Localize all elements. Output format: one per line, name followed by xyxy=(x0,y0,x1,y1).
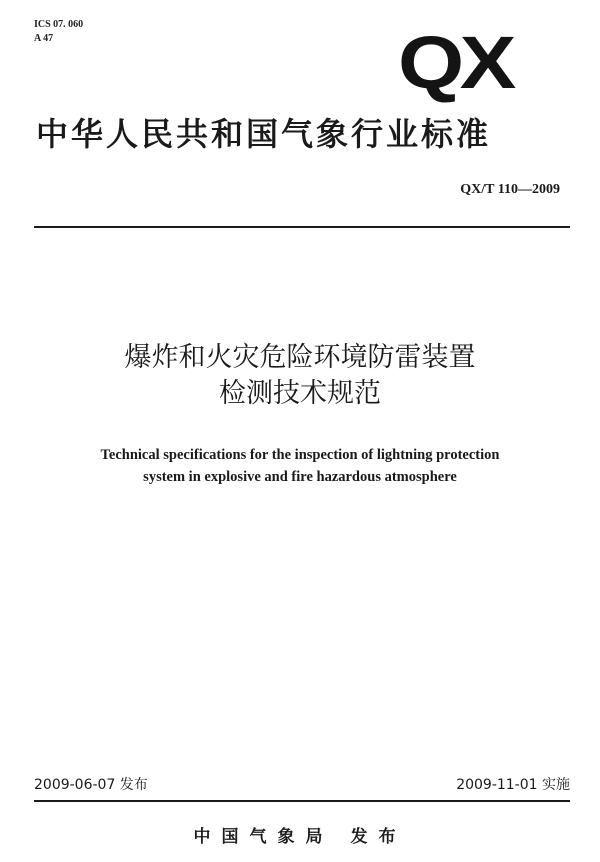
bottom-divider xyxy=(34,800,570,802)
issue-date: 2009-06-07 发布 xyxy=(34,777,148,793)
standard-number: QX/T 110—2009 xyxy=(460,182,560,197)
classification-codes xyxy=(34,18,83,46)
ccs-code: A 47 xyxy=(34,33,54,44)
implementation-date: 2009-11-01 实施 xyxy=(456,777,570,793)
ics-code: ICS 07. 060 xyxy=(34,19,84,30)
qx-logo: QX xyxy=(398,21,512,104)
publisher: 中国气象局 发布 xyxy=(193,827,407,847)
standard-category-title: 中华人民共和国气象行业标准 xyxy=(36,115,492,153)
title-cn-line-1: 爆炸和火灾危险环境防雷装置 xyxy=(124,342,476,373)
top-divider xyxy=(34,226,570,228)
title-en-line-1: Technical specifications for the inspection of lightning protection xyxy=(100,447,500,463)
document-title-english xyxy=(0,444,600,488)
title-cn-line-2: 检测技术规范 xyxy=(219,378,381,409)
document-title-chinese xyxy=(0,340,600,412)
title-en-line-2: system in explosive and fire hazardous atmosphere xyxy=(143,469,457,485)
